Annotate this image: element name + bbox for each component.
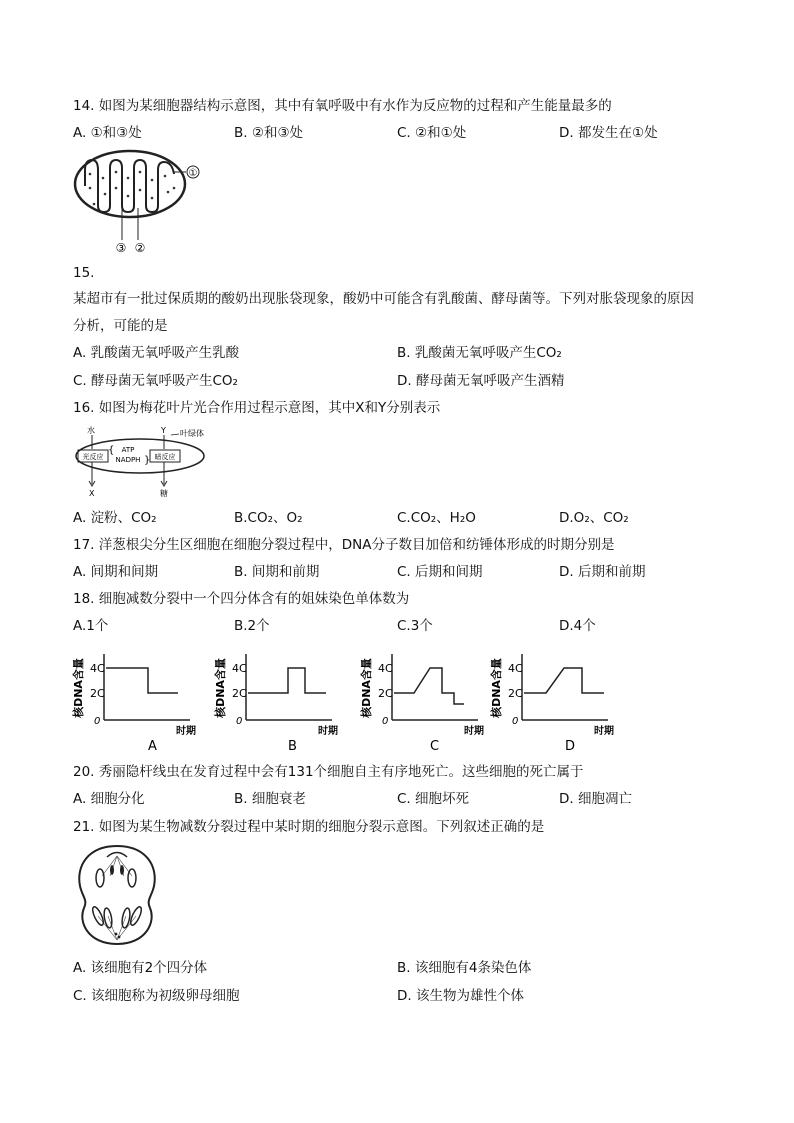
q21-option-c[interactable]: C. 该细胞称为初级卵母细胞	[73, 988, 240, 1004]
q15-option-a[interactable]: A. 乳酸菌无氧呼吸产生乳酸	[73, 345, 240, 361]
q18-stem: 18. 细胞减数分裂中一个四分体含有的姐妹染色单体数为	[73, 591, 410, 607]
graph-ylabel: 核DNA含量	[490, 658, 503, 718]
tick-2c: 2C	[232, 687, 247, 700]
q14-stem: 14. 如图为某细胞器结构示意图，其中有氧呼吸中有水作为反应物的过程和产生能量最多的	[73, 98, 612, 114]
q16-stem: 16. 如图为梅花叶片光合作用过程示意图，其中X和Y分别表示	[73, 400, 441, 416]
q18-option-b[interactable]: B.2个	[234, 618, 270, 634]
q18-option-a[interactable]: A.1个	[73, 618, 109, 634]
mito-label-3: ③	[115, 241, 127, 255]
q15-option-b[interactable]: B. 乳酸菌无氧呼吸产生CO₂	[397, 345, 562, 361]
q20-option-d[interactable]: D. 细胞凋亡	[559, 791, 632, 807]
photosynthesis-figure	[72, 422, 222, 502]
label-light-reaction: 光反应	[82, 453, 104, 461]
q17-stem: 17. 洋葱根尖分生区细胞在细胞分裂过程中，DNA分子数目加倍和纺锤体形成的时期分别是	[73, 537, 615, 553]
dna-graph-a	[70, 646, 210, 756]
dna-graph-c	[358, 646, 498, 756]
q20-option-a[interactable]: A. 细胞分化	[73, 791, 145, 807]
q15-stem-line1: 某超市有一批过保质期的酸奶出现胀袋现象，酸奶中可能含有乳酸菌、酵母菌等。下列对胀袋现象的原因	[73, 291, 694, 307]
label-atp: ATP	[121, 446, 135, 454]
label-water: 水	[87, 426, 95, 435]
q15-option-c[interactable]: C. 酵母菌无氧呼吸产生CO₂	[73, 373, 238, 389]
q16-option-c[interactable]: C.CO₂、H₂O	[397, 510, 476, 526]
label-sugar: 糖	[160, 489, 168, 498]
q14-option-d[interactable]: D. 都发生在①处	[559, 125, 658, 141]
mitochondrion-figure	[70, 148, 210, 256]
graph-ylabel: 核DNA含量	[72, 658, 85, 718]
q20-option-c[interactable]: C. 细胞坏死	[397, 791, 470, 807]
q17-option-a[interactable]: A. 间期和间期	[73, 564, 159, 580]
graph-letter: A	[148, 739, 157, 754]
q18-option-d[interactable]: D.4个	[559, 618, 596, 634]
q15-option-d[interactable]: D. 酵母菌无氧呼吸产生酒精	[397, 373, 565, 389]
svg-text:}: }	[144, 455, 151, 466]
graph-xlabel: 时期	[464, 726, 484, 737]
svg-text:{: {	[108, 445, 115, 456]
tick-2c: 2C	[378, 687, 393, 700]
q20-stem: 20. 秀丽隐杆线虫在发育过程中会有131个细胞自主有序地死亡。这些细胞的死亡属于	[73, 764, 584, 780]
q21-stem: 21. 如图为某生物减数分裂过程中某时期的细胞分裂示意图。下列叙述正确的是	[73, 819, 545, 835]
cell-division-figure	[70, 840, 165, 950]
tick-4c: 4C	[232, 662, 247, 675]
mito-label-1: ①	[188, 168, 198, 179]
q14-option-b[interactable]: B. ②和③处	[234, 125, 304, 141]
q21-option-d[interactable]: D. 该生物为雄性个体	[397, 988, 524, 1004]
graph-letter: D	[565, 739, 576, 754]
tick-4c: 4C	[378, 662, 393, 675]
q21-option-a[interactable]: A. 该细胞有2个四分体	[73, 960, 208, 976]
tick-zero: 0	[512, 716, 519, 727]
label-nadph: NADPH	[115, 456, 141, 464]
q16-option-a[interactable]: A. 淀粉、CO₂	[73, 510, 157, 526]
label-dark-reaction: 暗反应	[154, 453, 176, 461]
tick-2c: 2C	[508, 687, 523, 700]
tick-zero: 0	[94, 716, 101, 727]
q14-option-a[interactable]: A. ①和③处	[73, 125, 142, 141]
graph-xlabel: 时期	[318, 726, 338, 737]
graph-xlabel: 时期	[176, 726, 196, 737]
mito-label-2: ②	[134, 241, 146, 255]
q21-option-b[interactable]: B. 该细胞有4条染色体	[397, 960, 532, 976]
label-x: X	[89, 489, 95, 498]
q16-option-d[interactable]: D.O₂、CO₂	[559, 510, 629, 526]
q16-option-b[interactable]: B.CO₂、O₂	[234, 510, 303, 526]
graph-ylabel: 核DNA含量	[214, 658, 227, 718]
dna-graph-d	[488, 646, 628, 756]
q14-option-c[interactable]: C. ②和①处	[397, 125, 467, 141]
q20-option-b[interactable]: B. 细胞衰老	[234, 791, 306, 807]
q17-option-c[interactable]: C. 后期和间期	[397, 564, 483, 580]
tick-4c: 4C	[90, 662, 105, 675]
label-y: Y	[161, 426, 166, 435]
graph-letter: B	[288, 739, 297, 754]
dna-graph-b	[212, 646, 352, 756]
tick-4c: 4C	[508, 662, 523, 675]
label-chloroplast: 叶绿体	[180, 429, 204, 438]
tick-zero: 0	[382, 716, 389, 727]
q17-option-d[interactable]: D. 后期和前期	[559, 564, 646, 580]
graph-ylabel: 核DNA含量	[360, 658, 373, 718]
q15-number: 15.	[73, 265, 95, 281]
q15-stem-line2: 分析，可能的是	[73, 318, 168, 334]
tick-2c: 2C	[90, 687, 105, 700]
graph-letter: C	[430, 739, 440, 754]
q17-option-b[interactable]: B. 间期和前期	[234, 564, 320, 580]
q18-option-c[interactable]: C.3个	[397, 618, 433, 634]
tick-zero: 0	[236, 716, 243, 727]
graph-xlabel: 时期	[594, 726, 614, 737]
